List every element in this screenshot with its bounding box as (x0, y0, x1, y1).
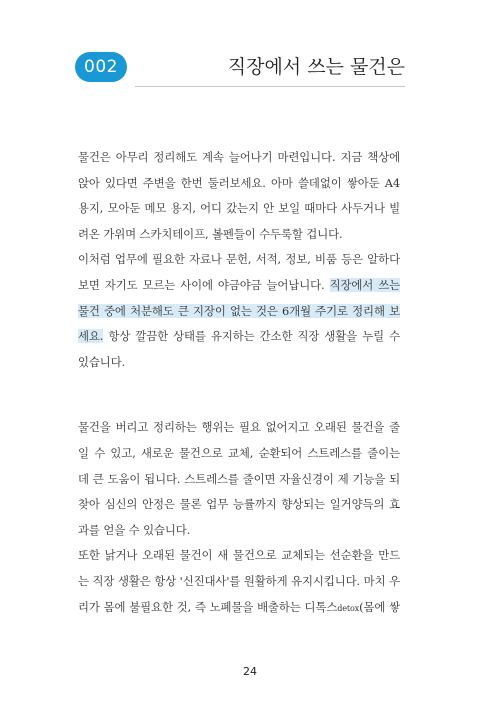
body-text (78, 145, 400, 620)
text-line: 데 큰 도움이 됩니다. 스트레스를 줄이면 자율신경이 제 기능을 되 (78, 471, 400, 486)
text-line: 물건은 아무리 정리해도 계속 늘어나기 마련입니다. 지금 책상에 (78, 150, 400, 164)
paragraph-gap (78, 375, 400, 415)
text-line: 용지, 모아둔 메모 용지, 어디 갔는지 안 보일 때마다 사두거나 빌 (78, 201, 400, 216)
text-line: 물건을 버리고 정리하는 행위는 필요 없어지고 오래된 물건을 줄 (78, 420, 400, 435)
highlighted-text: 세요. (78, 329, 104, 344)
text-line: 있습니다. (78, 354, 126, 369)
text-line: 리가 몸에 불필요한 것, 즉 노폐물을 배출하는 디톡스detox(몸에 쌓 (78, 599, 400, 614)
text-line: 이처럼 업무에 필요한 자료나 문헌, 서적, 정보, 비품 등은 알하다 (78, 252, 400, 267)
chapter-header (75, 52, 405, 88)
text-line: 과를 얻을 수 있습니다. (78, 522, 191, 537)
highlighted-text: 직장에서 쓰는 (329, 277, 400, 292)
text-line: 려온 가위며 스카치테이프, 볼펜들이 수두룩할 겁니다. (78, 226, 343, 241)
chapter-number-badge: 002 (75, 52, 127, 82)
page-number: 24 (243, 665, 257, 678)
text-line: 는 직장 생활은 항상 '신진대사'를 원활하게 유지시킵니다. 마치 우 (78, 573, 400, 588)
text-line: 보면 자기도 모르는 사이에 야금야금 늘어납니다. 직장에서 쓰는 (78, 277, 400, 292)
text-line: 또한 낡거나 오래된 물건이 새 물건으로 교체되는 선순환을 만드 (78, 548, 400, 563)
text-line: 일 수 있고, 새로운 물건으로 교체, 순환되어 스트레스를 줄이는 (78, 445, 400, 460)
text-line (78, 299, 400, 325)
highlighted-text: 물건 중에 처분해도 큰 지장이 없는 것은 6개월 주기로 정리해 보 (78, 303, 400, 318)
text-line: 세요. 항상 깔끔한 상태를 유지하는 간소한 직장 생활을 누릴 수 (78, 329, 400, 344)
text-line: 찾아 심신의 안정은 물론 업무 능률까지 향상되는 일거양득의 효 (78, 497, 400, 512)
chapter-title: 직장에서 쓰는 물건은 (227, 56, 405, 78)
superscript-gloss: detox (337, 603, 360, 613)
text-line: 앉아 있다면 주변을 한번 둘러보세요. 아마 쓸데없이 쌓아둔 A4 (78, 175, 400, 190)
header-underline (135, 86, 405, 87)
